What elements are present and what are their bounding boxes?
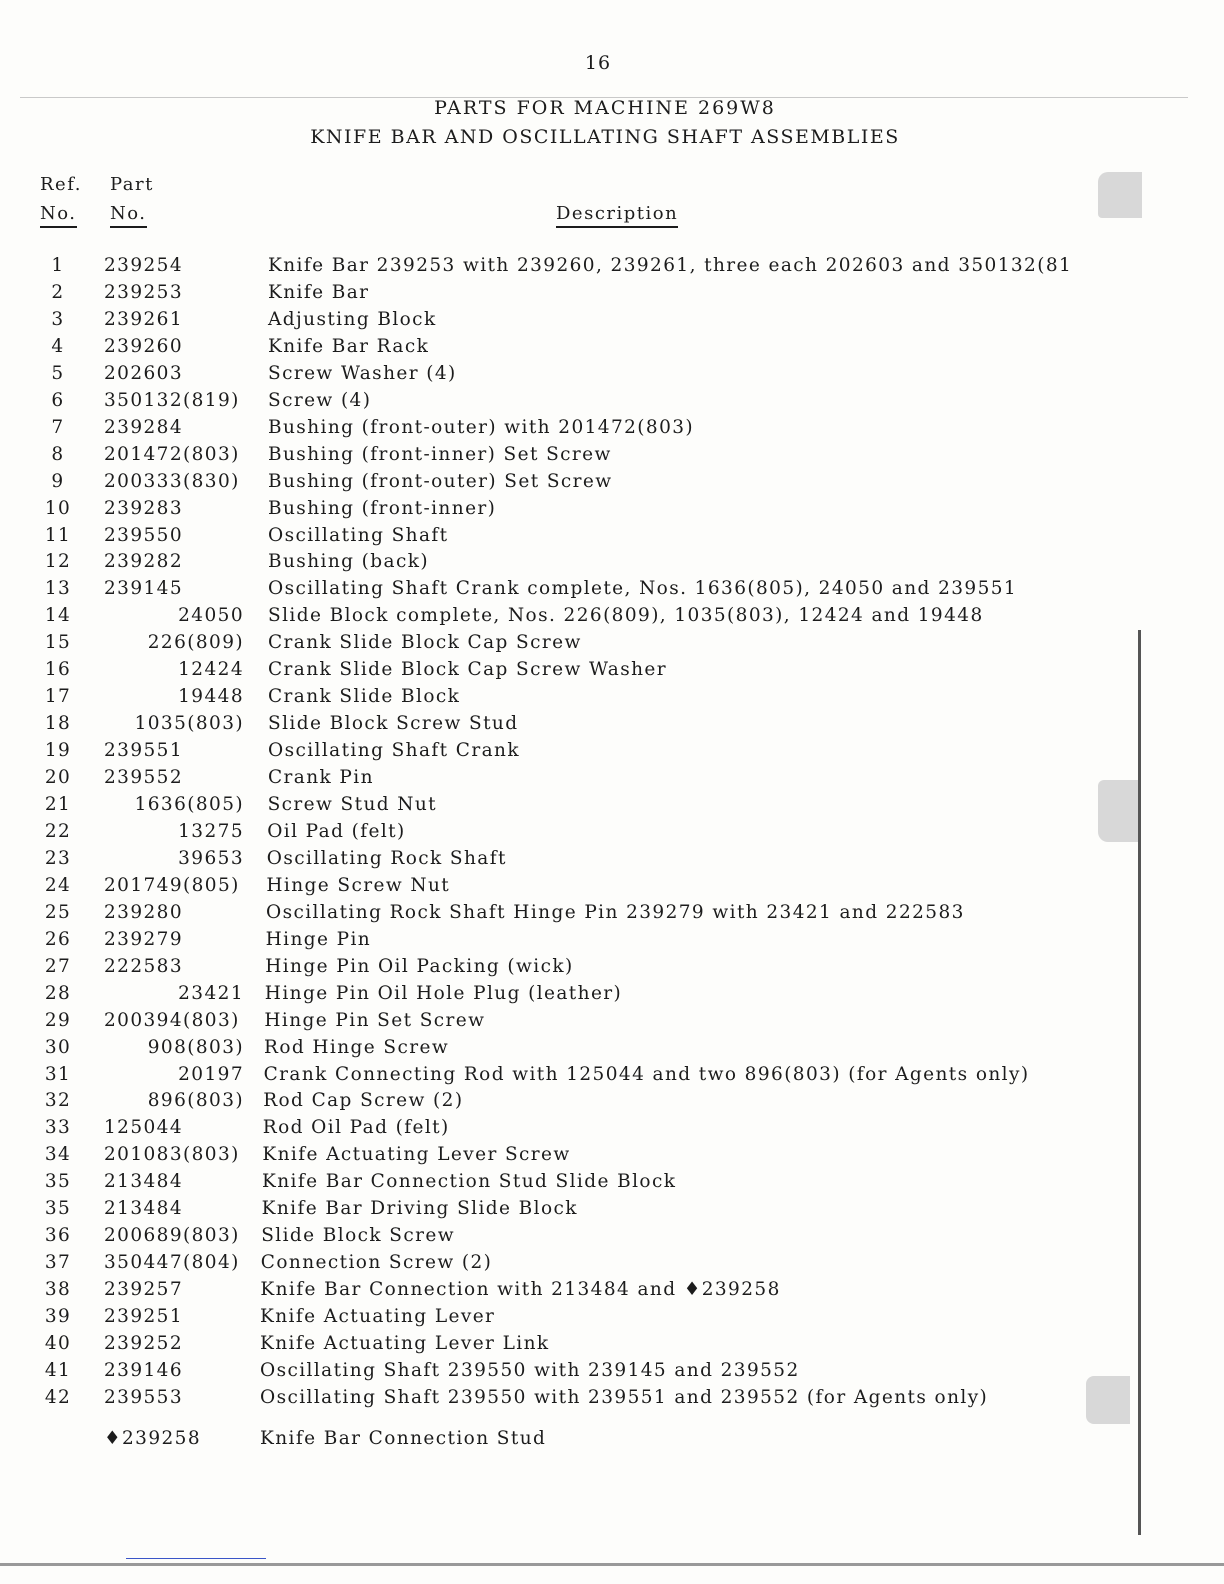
part-description: Oscillating Rock Shaft: [266, 847, 507, 869]
ref-number: 16: [44, 659, 72, 681]
table-row: [0, 1144, 1224, 1170]
part-description: Knife Bar Connection Stud: [260, 1427, 547, 1449]
ref-number: 32: [44, 1090, 72, 1112]
table-row: [0, 471, 1224, 497]
ref-number: 31: [44, 1063, 72, 1085]
ref-number: 6: [51, 389, 65, 411]
part-description: Knife Bar Driving Slide Block: [261, 1198, 578, 1220]
part-number: 908(803): [147, 1036, 244, 1058]
ref-number: 19: [44, 740, 72, 762]
part-description: Oscillating Shaft Crank: [268, 740, 520, 762]
part-number: 239279: [104, 928, 184, 950]
table-row: [0, 1010, 1224, 1036]
part-description: Bushing (back): [268, 551, 429, 573]
part-description: Crank Pin: [268, 767, 374, 789]
part-number: 239146: [104, 1359, 184, 1381]
part-description: Hinge Pin Oil Hole Plug (leather): [264, 982, 623, 1004]
part-description: Knife Actuating Lever Link: [260, 1333, 550, 1354]
ref-number: 28: [44, 982, 72, 1004]
ref-number: 37: [44, 1252, 72, 1274]
table-row: [0, 1198, 1224, 1224]
header-ref-line1: Ref.: [40, 174, 82, 195]
header-part-line2: [110, 203, 147, 224]
ref-number: 9: [51, 470, 65, 492]
part-number: 239257: [104, 1279, 184, 1301]
part-description: Bushing (front-outer) Set Screw: [268, 470, 613, 492]
ref-number: 1: [51, 255, 65, 276]
part-number: 13275: [178, 820, 244, 842]
page-subtitle: KNIFE BAR AND OSCILLATING SHAFT ASSEMBLIES: [310, 126, 900, 148]
ref-number: 11: [44, 524, 72, 546]
part-number: 239552: [104, 767, 184, 789]
part-number: 239282: [104, 551, 184, 573]
header-ref-line2-text: No.: [40, 203, 77, 228]
table-row: [0, 767, 1224, 793]
table-row: [0, 1064, 1224, 1090]
bottom-link-line: [126, 1558, 266, 1559]
table-row: [0, 929, 1224, 955]
part-number: 12424: [178, 659, 244, 681]
ref-number: 26: [44, 928, 72, 950]
part-number: 226(809): [147, 632, 244, 654]
part-description: Slide Block Screw Stud: [268, 713, 519, 735]
table-row: [0, 255, 1224, 281]
part-description: Oscillating Shaft 239550 with 239145 and 239552: [260, 1359, 800, 1381]
table-row: [0, 1225, 1224, 1251]
header-description: [556, 203, 678, 224]
part-description: Slide Block complete, Nos. 226(809), 1035(803), 12424 and 19448: [268, 605, 984, 627]
part-description: Screw Washer (4): [268, 362, 457, 384]
header-part-line2-text: No.: [110, 203, 147, 228]
part-number: 350447(804): [104, 1252, 240, 1274]
part-description: Hinge Screw Nut: [266, 874, 451, 896]
part-description: Oscillating Shaft 239550 with 239551 and 239552 (for Agents only): [260, 1386, 989, 1408]
bottom-rule: [0, 1563, 1224, 1566]
part-number: 350132(819): [104, 389, 240, 411]
part-description: Knife Bar 239253 with 239260, 239261, three each 202603 and 350132(81: [268, 255, 1073, 276]
part-description: Knife Bar Connection Stud Slide Block: [262, 1171, 677, 1193]
part-number: 239260: [104, 335, 184, 357]
ref-number: 29: [44, 1009, 72, 1031]
part-description: Oil Pad (felt): [267, 820, 406, 842]
part-number: 239553: [104, 1386, 184, 1408]
ref-number: 25: [44, 901, 72, 923]
ref-number: 18: [44, 713, 72, 735]
table-row: [0, 605, 1224, 631]
ref-number: 15: [44, 632, 72, 654]
table-row: [0, 956, 1224, 982]
part-number: 239551: [104, 740, 184, 762]
table-row: [0, 551, 1224, 577]
page-number: 16: [584, 52, 612, 74]
table-row: [0, 444, 1224, 470]
part-description: Adjusting Block: [268, 308, 437, 330]
table-row: [0, 390, 1224, 416]
table-row: [0, 794, 1224, 820]
part-number: 201083(803): [104, 1144, 240, 1166]
right-edge-line: [1138, 630, 1141, 1535]
ref-number: 21: [44, 794, 72, 815]
binder-tab-middle: [1098, 780, 1140, 842]
part-description: Crank Slide Block Cap Screw Washer: [268, 659, 668, 681]
ref-number: 30: [44, 1036, 72, 1058]
table-row: [0, 632, 1224, 658]
ref-number: 5: [51, 362, 65, 384]
part-number: 200689(803): [104, 1225, 240, 1247]
part-number: 896(803): [147, 1090, 244, 1112]
table-row: [0, 282, 1224, 308]
part-number: 23421: [178, 982, 244, 1004]
part-description: Slide Block Screw: [261, 1225, 455, 1247]
header-ref-line2: [40, 203, 77, 224]
table-row: [0, 713, 1224, 739]
table-row: [0, 1279, 1224, 1305]
part-description: Knife Bar: [268, 281, 370, 303]
table-row: [0, 309, 1224, 335]
ref-number: 7: [51, 416, 65, 438]
part-number: 239283: [104, 497, 184, 519]
part-number: 39653: [178, 847, 244, 869]
ref-number: 40: [44, 1333, 72, 1354]
table-row: [0, 875, 1224, 901]
part-number: ♦239258: [104, 1427, 202, 1449]
part-number: 213484: [104, 1198, 184, 1220]
ref-number: 22: [44, 820, 72, 842]
part-number: 24050: [178, 605, 244, 627]
ref-number: 13: [44, 578, 72, 600]
part-description: Knife Actuating Lever Screw: [262, 1144, 571, 1166]
part-description: Bushing (front-inner): [268, 497, 497, 519]
part-description: Crank Connecting Rod with 125044 and two 896(803) (for Agents only): [263, 1063, 1030, 1085]
part-description: Bushing (front-outer) with 201472(803): [268, 416, 695, 438]
table-row: [0, 740, 1224, 766]
table-row: [0, 1360, 1224, 1386]
ref-number: 34: [44, 1144, 72, 1166]
table-row: [0, 498, 1224, 524]
part-number: 125044: [104, 1117, 184, 1139]
part-description: Knife Actuating Lever: [260, 1306, 496, 1328]
table-row: [0, 336, 1224, 362]
part-number: 239550: [104, 524, 184, 546]
part-number: 239254: [104, 255, 184, 276]
ref-number: 10: [44, 497, 72, 519]
part-number: 19448: [178, 686, 244, 708]
table-row: [0, 1117, 1224, 1143]
part-number: 239145: [104, 578, 184, 600]
table-row: [0, 821, 1224, 847]
ref-number: 36: [44, 1225, 72, 1247]
part-number: 200333(830): [104, 470, 240, 492]
ref-number: 35: [44, 1198, 72, 1220]
part-description: Rod Cap Screw (2): [263, 1090, 464, 1112]
ref-number: 23: [44, 847, 72, 869]
table-row: [0, 1387, 1224, 1413]
table-row: [0, 1090, 1224, 1116]
table-row: [0, 417, 1224, 443]
part-description: Oscillating Shaft Crank complete, Nos. 1636(805), 24050 and 239551: [268, 578, 1018, 600]
part-number: 239280: [104, 901, 184, 923]
table-row: [0, 1037, 1224, 1063]
table-row: [0, 983, 1224, 1009]
header-part-line1: Part: [110, 174, 154, 195]
table-row: [0, 1252, 1224, 1278]
part-number: 239284: [104, 416, 184, 438]
part-description: Knife Bar Rack: [268, 335, 430, 357]
part-description: Hinge Pin Oil Packing (wick): [265, 955, 574, 977]
table-row: [0, 578, 1224, 604]
part-description: Hinge Pin Set Screw: [264, 1009, 486, 1031]
header-description-text: Description: [556, 203, 678, 228]
part-description: Rod Hinge Screw: [264, 1036, 450, 1058]
binder-tab-top: [1098, 172, 1142, 218]
ref-number: 4: [51, 335, 65, 357]
part-number: 20197: [178, 1063, 244, 1085]
part-description: Bushing (front-inner) Set Screw: [268, 443, 612, 465]
ref-number: 24: [44, 874, 72, 896]
ref-number: 38: [44, 1279, 72, 1301]
ref-number: 17: [44, 686, 72, 708]
part-number: 222583: [104, 955, 184, 977]
table-row: [0, 686, 1224, 712]
ref-number: 12: [44, 551, 72, 573]
ref-number: 14: [44, 605, 72, 627]
part-number: 201472(803): [104, 443, 240, 465]
part-description: Connection Screw (2): [260, 1252, 493, 1274]
ref-number: 27: [44, 955, 72, 977]
part-description: Screw (4): [268, 389, 372, 411]
table-row: [0, 1171, 1224, 1197]
table-row: [0, 848, 1224, 874]
page-title: PARTS FOR MACHINE 269W8: [434, 97, 776, 119]
table-row: [0, 659, 1224, 685]
ref-number: 33: [44, 1117, 72, 1139]
part-description: Hinge Pin: [265, 928, 372, 950]
part-number: 1035(803): [134, 713, 244, 735]
part-number: 201749(805): [104, 874, 240, 896]
ref-number: 41: [44, 1359, 72, 1381]
part-description: Rod Oil Pad (felt): [262, 1117, 450, 1139]
table-row: [0, 1333, 1224, 1359]
part-number: 1636(805): [134, 794, 244, 815]
ref-number: 8: [51, 443, 65, 465]
table-row: [0, 363, 1224, 389]
ref-number: 3: [51, 308, 65, 330]
table-row: [0, 1428, 1224, 1454]
part-number: 239261: [104, 308, 184, 330]
part-number: 239252: [104, 1333, 184, 1354]
part-number: 239251: [104, 1306, 184, 1328]
part-number: 202603: [104, 362, 184, 384]
table-row: [0, 525, 1224, 551]
part-description: Oscillating Rock Shaft Hinge Pin 239279 with 23421 and 222583: [266, 901, 965, 923]
part-number: 239253: [104, 281, 184, 303]
ref-number: 39: [44, 1306, 72, 1328]
ref-number: 35: [44, 1171, 72, 1193]
part-description: Knife Bar Connection with 213484 and ♦239258: [260, 1279, 781, 1301]
part-number: 213484: [104, 1171, 184, 1193]
part-description: Oscillating Shaft: [268, 524, 449, 546]
part-description: Screw Stud Nut: [267, 794, 438, 815]
part-description: Crank Slide Block: [268, 686, 461, 708]
part-number: 200394(803): [104, 1009, 240, 1031]
ref-number: 20: [44, 767, 72, 789]
ref-number: 42: [44, 1386, 72, 1408]
table-row: [0, 902, 1224, 928]
binder-tab-bottom: [1086, 1376, 1130, 1424]
table-row: [0, 1306, 1224, 1332]
ref-number: 2: [51, 281, 65, 303]
part-description: Crank Slide Block Cap Screw: [268, 632, 582, 654]
